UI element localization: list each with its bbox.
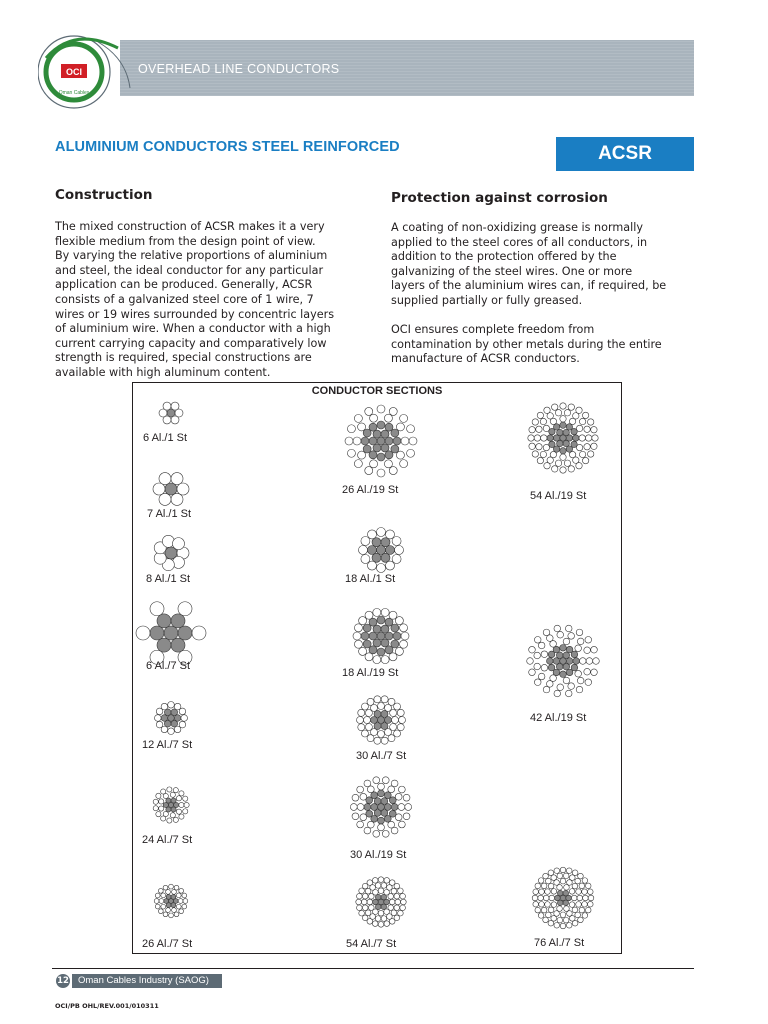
construction-heading: Construction	[55, 187, 153, 203]
label-76al-7st: 76 Al./7 St	[534, 937, 585, 949]
label-30al-19st: 30 Al./19 St	[350, 849, 407, 861]
label-24al-7st: 24 Al./7 St	[142, 834, 193, 846]
label-30al-7st: 30 Al./7 St	[356, 750, 407, 762]
label-26al-7st: 26 Al./7 St	[142, 938, 193, 950]
label-7al-1st: 7 Al./1 St	[147, 508, 192, 520]
label-8al-1st: 8 Al./1 St	[146, 573, 191, 585]
label-26al-19st: 26 Al./19 St	[342, 484, 399, 496]
acsr-badge: ACSR	[556, 137, 694, 171]
label-42al-19st: 42 Al./19 St	[530, 712, 587, 724]
construction-text: The mixed construction of ACSR makes it a very flexible medium from the design point of view. By varying the relative proportions of aluminium and steel, the ideal conductor for any particular application can be produced. Generally, ACSR consists of a galvanized steel core of 1 wire, 7 wires or 19 wires surrounded by concentric layers of aluminium wire. When a conductor with a high current carrying capacity and comparatively low strength is required, special constructions are available with high aluminum content.	[55, 220, 335, 379]
conductor-sections-figure	[132, 382, 622, 954]
label-6al-1st: 6 Al./1 St	[143, 432, 188, 444]
label-18al-1st: 18 Al./1 St	[345, 573, 396, 585]
label-6al-7st: 6 Al./7 St	[146, 660, 191, 672]
label-54al-19st: 54 Al./19 St	[530, 490, 587, 502]
svg-text:Oman Cables: Oman Cables	[58, 90, 90, 96]
label-54al-7st: 54 Al./7 St	[346, 938, 397, 950]
label-18al-19st: 18 Al./19 St	[342, 667, 399, 679]
page-number: 12	[57, 976, 69, 986]
corrosion-text-1: A coating of non-oxidizing grease is normally applied to the steel cores of all conductors, in addition to the protection offered by the galvanizing of the steel wires. One or more layers of the aluminium wires can, if required, be supplied partially or fully greased.	[391, 221, 667, 307]
footer-rule	[52, 968, 694, 969]
svg-text:OCI: OCI	[65, 67, 83, 77]
corrosion-text-2: OCI ensures complete freedom from contamination by other metals during the entire manufacture of ACSR conductors.	[391, 323, 662, 366]
corrosion-heading: Protection against corrosion	[391, 190, 608, 206]
footer-company: Oman Cables Industry (SAOG)	[72, 974, 222, 988]
header-title: OVERHEAD LINE CONDUCTORS	[138, 62, 340, 76]
page-title: ALUMINIUM CONDUCTORS STEEL REINFORCED	[55, 139, 400, 155]
document-code: OCI/PB OHL/REV.001/010311	[55, 1002, 159, 1010]
sections-title: CONDUCTOR SECTIONS	[311, 385, 443, 397]
label-12al-7st: 12 Al./7 St	[142, 739, 193, 751]
company-logo	[38, 28, 134, 110]
